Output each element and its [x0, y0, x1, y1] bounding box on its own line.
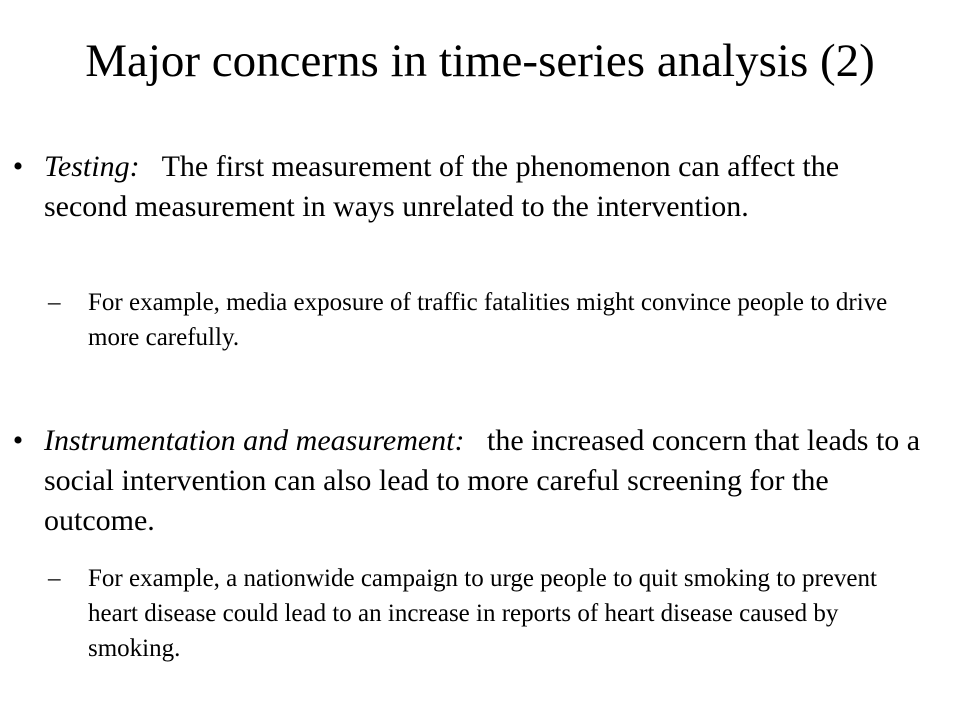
bullet-text: the increased concern that leads to a social intervention can also lead to more careful screening for the outcome.	[44, 424, 921, 537]
sub-bullet-testing-example	[48, 285, 888, 355]
sub-bullet-marker: –	[48, 565, 61, 592]
bullet-text: The first measurement of the phenomenon can affect the second measurement in ways unrelated to the intervention.	[44, 150, 840, 223]
sub-bullet-text: For example, media exposure of traffic fatalities might convince people to drive more carefully.	[88, 289, 888, 351]
bullet-term: Testing:	[44, 150, 140, 183]
bullet-term: Instrumentation and measurement:	[44, 424, 465, 457]
slide-title: Major concerns in time-series analysis (2)	[85, 35, 875, 87]
sub-bullet-instrumentation-example	[48, 561, 888, 666]
bullet-marker: •	[12, 424, 24, 457]
bullet-instrumentation	[12, 421, 924, 541]
bullet-marker: •	[12, 150, 24, 183]
sub-bullet-marker: –	[48, 289, 61, 316]
bullet-testing	[12, 147, 924, 227]
sub-bullet-text: For example, a nationwide campaign to urge people to quit smoking to prevent heart disease could lead to an increase in reports of heart disease caused by smoking.	[88, 565, 877, 662]
